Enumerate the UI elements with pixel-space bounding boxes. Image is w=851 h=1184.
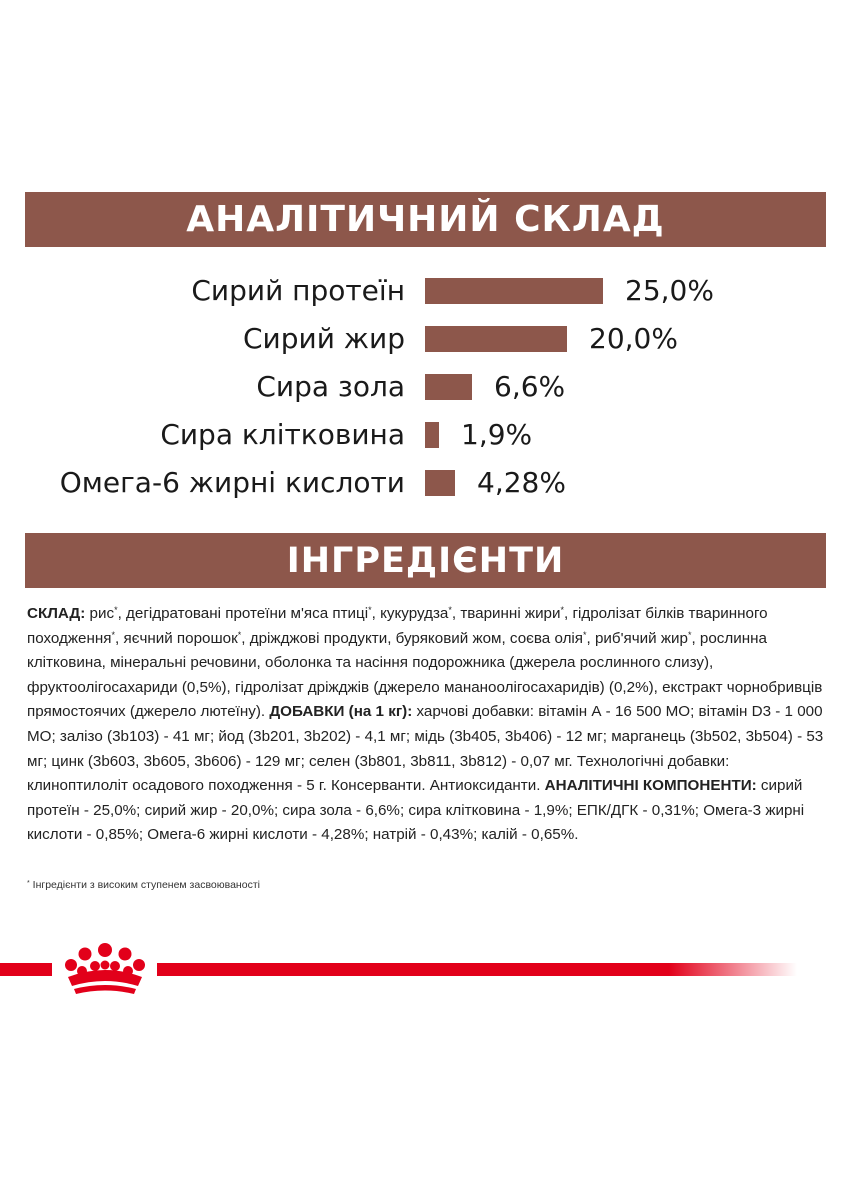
- nutrient-value: 25,0%: [625, 274, 714, 307]
- nutrient-label: Сира клітковина: [160, 418, 405, 451]
- ingredient-segment: , дріжджові продукти, буряковий жом, соєва олія: [241, 629, 584, 647]
- footnote-text: Інгредієнти з високим ступенем засвоюваності: [29, 879, 260, 891]
- nutrient-bar: [425, 422, 439, 448]
- asterisk-mark: *: [448, 605, 452, 615]
- nutrient-label: Сирий протеїн: [191, 274, 405, 307]
- ingredients-text: [27, 602, 827, 848]
- nutrient-value: 6,6%: [494, 370, 566, 403]
- asterisk-mark: *: [368, 605, 372, 615]
- royal-canin-crown-icon: [58, 941, 152, 997]
- composition-label: СКЛАД:: [27, 605, 86, 622]
- analytic-composition-banner: [25, 192, 826, 247]
- nutrient-row: [0, 319, 851, 359]
- additives-label: ДОБАВКИ (на 1 кг):: [269, 703, 413, 721]
- nutrient-label: Сирий жир: [242, 322, 405, 355]
- nutrient-value: 4,28%: [477, 466, 566, 499]
- ingredient-segment: , кукурудза: [371, 605, 449, 622]
- nutrient-label: Омега-6 жирні кислоти: [59, 466, 405, 499]
- asterisk-mark: *: [114, 605, 118, 615]
- nutrient-row: [0, 415, 851, 455]
- ingredient-segment: , риб'ячий жир: [586, 629, 688, 647]
- nutrient-bar: [425, 278, 603, 304]
- nutrient-row: [0, 367, 851, 407]
- brand-stripe-left: [0, 963, 52, 976]
- brand-stripe-right: [157, 963, 797, 976]
- ingredient-segment: , рослинна клітковина, мінеральні речовини, оболонка та насіння подорожника (джерела рослинного слизу), фруктоолігосахариди (0,5%), гідролізат дріжджів (джерело мананоолігосахаридів) (0,2%), екстракт чорнобривців прямостоячих (джерело лютеїну).: [27, 629, 823, 721]
- nutrient-row: [0, 271, 851, 311]
- ingredient-segment: , яєчний порошок: [115, 629, 238, 647]
- asterisk-mark: *: [111, 629, 116, 640]
- analytic-components-label: АНАЛІТИЧНІ КОМПОНЕНТИ:: [544, 777, 757, 795]
- additives-text: харчові добавки: вітамін А - 16 500 МО; вітамін D3 - 1 000 МО; залізо (3b103) - 41 мг; йод (3b201, 3b202) - 4,1 мг; мідь (3b405, 3b406) - 12 мг; марганець (3b502, 3b504) - 53 мг; цинк (3b603, 3b605, 3b606) - 129 мг; селен (3b801, 3b811, 3b812) - 0,07 мг. Технологічні добавки: клиноптилоліт осадового походження - 5 г. Консерванти. Антиоксиданти.: [27, 703, 824, 795]
- footnote: [27, 879, 260, 891]
- analytic-composition-title: АНАЛІТИЧНИЙ СКЛАД: [186, 199, 665, 240]
- nutrient-value: 1,9%: [461, 418, 533, 451]
- asterisk-mark: *: [687, 629, 692, 640]
- nutrient-bar: [425, 374, 472, 400]
- ingredients-title: ІНГРЕДІЄНТИ: [286, 541, 565, 581]
- ingredient-segment: , дегідратовані протеїни м'яса птиці: [117, 605, 369, 622]
- analytic-components-text: сирий протеїн - 25,0%; сирий жир - 20,0%; сира зола - 6,6%; сира клітковина - 1,9%; ЕПК/ДГК - 0,31%; Омега-3 жирні кислоти - 0,85%; Омега-6 жирні кислоти - 4,28%; натрій - 0,43%; калій - 0,65%.: [27, 777, 805, 844]
- asterisk-mark: *: [583, 629, 587, 640]
- asterisk-mark: *: [27, 880, 30, 887]
- nutrient-label: Сира зола: [256, 370, 405, 403]
- asterisk-mark: *: [237, 629, 242, 640]
- ingredient-segment: , гідролізат білків тваринного походження: [27, 605, 768, 647]
- ingredients-banner: [25, 533, 826, 588]
- nutrient-bar: [425, 326, 567, 352]
- nutrient-bar: [425, 470, 455, 496]
- nutrient-value: 20,0%: [589, 322, 678, 355]
- asterisk-mark: *: [560, 605, 565, 615]
- ingredient-segment: рис: [85, 605, 115, 622]
- ingredient-segment: , тваринні жири: [451, 605, 561, 622]
- nutrient-row: [0, 463, 851, 503]
